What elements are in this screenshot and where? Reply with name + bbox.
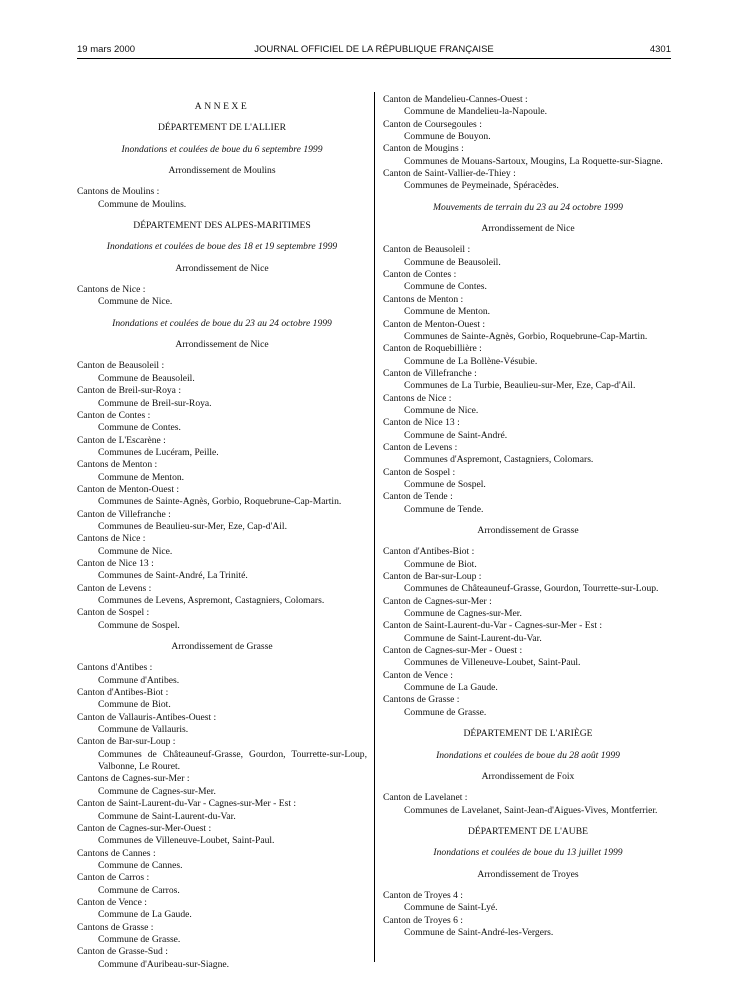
- canton-line: Canton de Sospel :: [77, 607, 150, 619]
- canton-line: Canton de Troyes 4 :: [383, 889, 463, 901]
- commune-line: Communes de Mouans-Sartoux, Mougins, La Roquette-sur-Siagne.: [404, 155, 663, 167]
- page-header: [77, 44, 671, 58]
- commune-line: Communes de Sainte-Agnès, Gorbio, Roquebrune-Cap-Martin.: [404, 330, 648, 342]
- canton-line: Canton d'Antibes-Biot :: [77, 687, 169, 699]
- canton-line: Canton de Levens :: [77, 582, 152, 594]
- canton-line: Canton de Levens :: [383, 441, 458, 453]
- department-heading: DÉPARTEMENT DE L'AUBE: [467, 825, 588, 837]
- department-heading: DÉPARTEMENT DE L'ARIÈGE: [463, 728, 593, 740]
- canton-line: Canton de Mougins :: [383, 143, 464, 155]
- canton-line: Cantons de Grasse :: [77, 921, 154, 933]
- canton-line: Canton de Carros :: [77, 872, 150, 884]
- canton-line: Canton de Beausoleil :: [77, 360, 165, 372]
- canton-line: Canton de Villefranche :: [383, 367, 477, 379]
- commune-line: Commune de Nice.: [404, 404, 479, 416]
- commune-line: Commune de Biot.: [404, 558, 477, 570]
- commune-line: Commune de La Gaude.: [98, 909, 192, 921]
- canton-line: Canton de Bar-sur-Loup :: [383, 571, 482, 583]
- event-heading: Inondations et coulées de boue du 28 août 1999: [436, 749, 620, 761]
- arrondissement-heading: Arrondissement de Nice: [481, 223, 575, 235]
- canton-line: Canton de Beausoleil :: [383, 244, 471, 256]
- header-date: 19 mars 2000: [77, 44, 136, 55]
- commune-line: Commune de Contes.: [404, 281, 487, 293]
- commune-line: Commune de Sospel.: [404, 478, 486, 490]
- commune-line: Commune de Saint-Laurent-du-Var.: [98, 810, 236, 822]
- arrondissement-heading: Arrondissement de Foix: [481, 770, 575, 782]
- event-heading: Inondations et coulées de boue du 13 juillet 1999: [433, 847, 623, 859]
- commune-line: Commune de Bouyon.: [404, 131, 491, 143]
- arrondissement-heading: Arrondissement de Troyes: [477, 868, 579, 880]
- canton-line: Canton de Nice 13 :: [77, 557, 154, 569]
- commune-line: Commune de Grasse.: [404, 706, 487, 718]
- canton-line: Canton de Bar-sur-Loup :: [77, 736, 176, 748]
- canton-line: Canton de Nice 13 :: [383, 417, 460, 429]
- commune-line: Commune de Carros.: [98, 884, 180, 896]
- commune-line: Commune de Beausoleil.: [404, 256, 501, 268]
- commune-line: Commune de Saint-André-les-Vergers.: [404, 926, 554, 938]
- canton-line: Cantons de Menton :: [77, 459, 158, 471]
- right-column: [383, 94, 673, 939]
- canton-line: Cantons de Grasse :: [383, 694, 460, 706]
- commune-line: Commune d'Auribeau-sur-Siagne.: [98, 958, 230, 970]
- canton-line: Canton de Mandelieu-Cannes-Ouest :: [383, 94, 528, 105]
- canton-line: Canton de Roquebillière :: [383, 343, 482, 355]
- commune-line: Commune de Beausoleil.: [98, 372, 195, 384]
- commune-line: Commune de Sospel.: [98, 619, 180, 631]
- commune-line: Commune de Saint-Laurent-du-Var.: [404, 632, 542, 644]
- arrondissement-heading: Arrondissement de Grasse: [477, 525, 579, 536]
- commune-line: Commune de La Bollène-Vésubie.: [404, 355, 538, 367]
- column-divider: [374, 92, 375, 962]
- canton-line: Canton d'Antibes-Biot :: [383, 546, 475, 558]
- canton-line: Canton de L'Escarène :: [77, 434, 166, 446]
- commune-line: Communes de Beaulieu-sur-Mer, Eze, Cap-d'Ail.: [98, 520, 287, 532]
- canton-line: Canton de Tende :: [383, 491, 453, 503]
- commune-line: Commune de Vallauris.: [98, 724, 189, 736]
- event-heading: Inondations et coulées de boue des 18 et 19 septembre 1999: [106, 241, 338, 253]
- department-heading: DÉPARTEMENT DE L'ALLIER: [158, 122, 286, 134]
- header-page-number: 4301: [649, 44, 671, 55]
- commune-line: Commune d'Antibes.: [98, 674, 180, 686]
- commune-line: Commune de Tende.: [404, 503, 484, 515]
- canton-line: Canton de Sospel :: [383, 466, 456, 478]
- commune-line: Commune de Cannes.: [98, 859, 183, 871]
- commune-line: Communes de Lucéram, Peille.: [98, 446, 219, 458]
- commune-line: Commune de Contes.: [98, 422, 181, 434]
- event-heading: Inondations et coulées de boue du 6 septembre 1999: [121, 143, 323, 155]
- event-heading: Mouvements de terrain du 23 au 24 octobre 1999: [433, 201, 623, 213]
- canton-line: Canton de Saint-Laurent-du-Var - Cagnes-sur-Mer - Est :: [77, 798, 297, 810]
- commune-line: Communes de Villeneuve-Loubet, Saint-Paul.: [404, 657, 581, 669]
- canton-line: Canton de Lavelanet :: [383, 792, 468, 804]
- commune-line: Commune de Saint-Lyé.: [404, 902, 498, 914]
- canton-line: Canton de Saint-Vallier-de-Thiey :: [383, 168, 516, 180]
- commune-line: Commune de Nice.: [98, 545, 173, 557]
- canton-line: Canton de Coursegoules :: [383, 118, 482, 130]
- canton-line: Canton de Menton-Ouest :: [383, 318, 486, 330]
- commune-line: Commune de Menton.: [98, 471, 185, 483]
- canton-line: Canton de Vence :: [383, 669, 453, 681]
- commune-line: Commune de Mandelieu-la-Napoule.: [404, 106, 548, 118]
- commune-line: Commune de Menton.: [404, 306, 491, 318]
- canton-line: Cantons de Nice :: [77, 533, 146, 545]
- canton-line: Canton de Villefranche :: [77, 508, 171, 520]
- commune-line: Communes de Peymeinade, Spéracèdes.: [404, 180, 559, 192]
- canton-line: Cantons de Menton :: [383, 293, 464, 305]
- header-journal-title: JOURNAL OFFICIEL DE LA RÉPUBLIQUE FRANÇAISE: [254, 44, 494, 55]
- commune-line: Communes de Villeneuve-Loubet, Saint-Paul.: [98, 835, 275, 847]
- commune-line: Commune de Nice.: [98, 296, 173, 308]
- canton-line: Cantons de Cagnes-sur-Mer :: [77, 773, 190, 785]
- commune-line: Commune de Cagnes-sur-Mer.: [404, 608, 522, 620]
- canton-line: Canton de Breil-sur-Roya :: [77, 385, 181, 397]
- canton-line: Canton de Cagnes-sur-Mer - Ouest :: [383, 645, 523, 657]
- commune-line: Communes de Lavelanet, Saint-Jean-d'Aigues-Vives, Montferrier.: [404, 804, 658, 816]
- arrondissement-heading: Arrondissement de Nice: [175, 339, 269, 351]
- commune-line: Communes de Saint-André, La Trinité.: [98, 570, 248, 582]
- commune-line: Communes de La Turbie, Beaulieu-sur-Mer, Eze, Cap-d'Ail.: [404, 380, 636, 392]
- commune-line: Commune de Biot.: [98, 699, 171, 711]
- canton-line: Canton de Contes :: [383, 269, 457, 281]
- commune-line: Communes de Châteauneuf-Grasse, Gourdon, Tourrette-sur-Loup.: [404, 583, 659, 595]
- commune-line: Commune de Saint-André.: [404, 429, 508, 441]
- commune-line: Commune de Cagnes-sur-Mer.: [98, 785, 216, 797]
- canton-line: Canton de Grasse-Sud :: [77, 946, 168, 958]
- canton-line: Cantons de Cannes :: [77, 847, 156, 859]
- canton-line: Canton de Troyes 6 :: [383, 914, 463, 926]
- canton-line: Cantons de Nice :: [77, 284, 146, 296]
- commune-line: Communes d'Aspremont, Castagniers, Colomars.: [404, 454, 594, 466]
- commune-line: Communes de Sainte-Agnès, Gorbio, Roquebrune-Cap-Martin.: [98, 496, 342, 508]
- department-heading: DÉPARTEMENT DES ALPES-MARITIMES: [133, 220, 311, 232]
- arrondissement-heading: Arrondissement de Grasse: [171, 641, 273, 653]
- canton-line: Cantons de Moulins :: [77, 186, 160, 198]
- canton-line: Canton de Cagnes-sur-Mer-Ouest :: [77, 822, 212, 834]
- canton-line: Canton de Contes :: [77, 409, 151, 421]
- commune-line: Commune de Grasse.: [98, 933, 181, 945]
- canton-line: Canton de Vence :: [77, 896, 147, 908]
- canton-line: Canton de Cagnes-sur-Mer :: [383, 595, 492, 607]
- commune-line: Commune de Breil-sur-Roya.: [98, 397, 212, 409]
- commune-line: Communes de Levens, Aspremont, Castagniers, Colomars.: [98, 595, 325, 606]
- arrondissement-heading: Arrondissement de Moulins: [168, 165, 276, 177]
- arrondissement-heading: Arrondissement de Nice: [175, 262, 269, 274]
- canton-line: Canton de Saint-Laurent-du-Var - Cagnes-sur-Mer - Est :: [383, 620, 603, 632]
- canton-line: Cantons de Nice :: [383, 392, 452, 404]
- annex-title: ANNEXE: [194, 101, 250, 112]
- commune-line: Commune de La Gaude.: [404, 682, 498, 694]
- commune-line: Commune de Moulins.: [98, 198, 187, 210]
- canton-line: Canton de Vallauris-Antibes-Ouest :: [77, 711, 217, 723]
- commune-line: Communes de Châteauneuf-Grasse, Gourdon, Tourrette-sur-Loup, Valbonne, Le Rouret.: [98, 748, 367, 773]
- left-column: [77, 92, 367, 971]
- canton-line: Canton de Menton-Ouest :: [77, 483, 180, 495]
- canton-line: Cantons d'Antibes :: [77, 662, 153, 674]
- header-rule: [77, 58, 671, 59]
- event-heading: Inondations et coulées de boue du 23 au 24 octobre 1999: [112, 317, 332, 329]
